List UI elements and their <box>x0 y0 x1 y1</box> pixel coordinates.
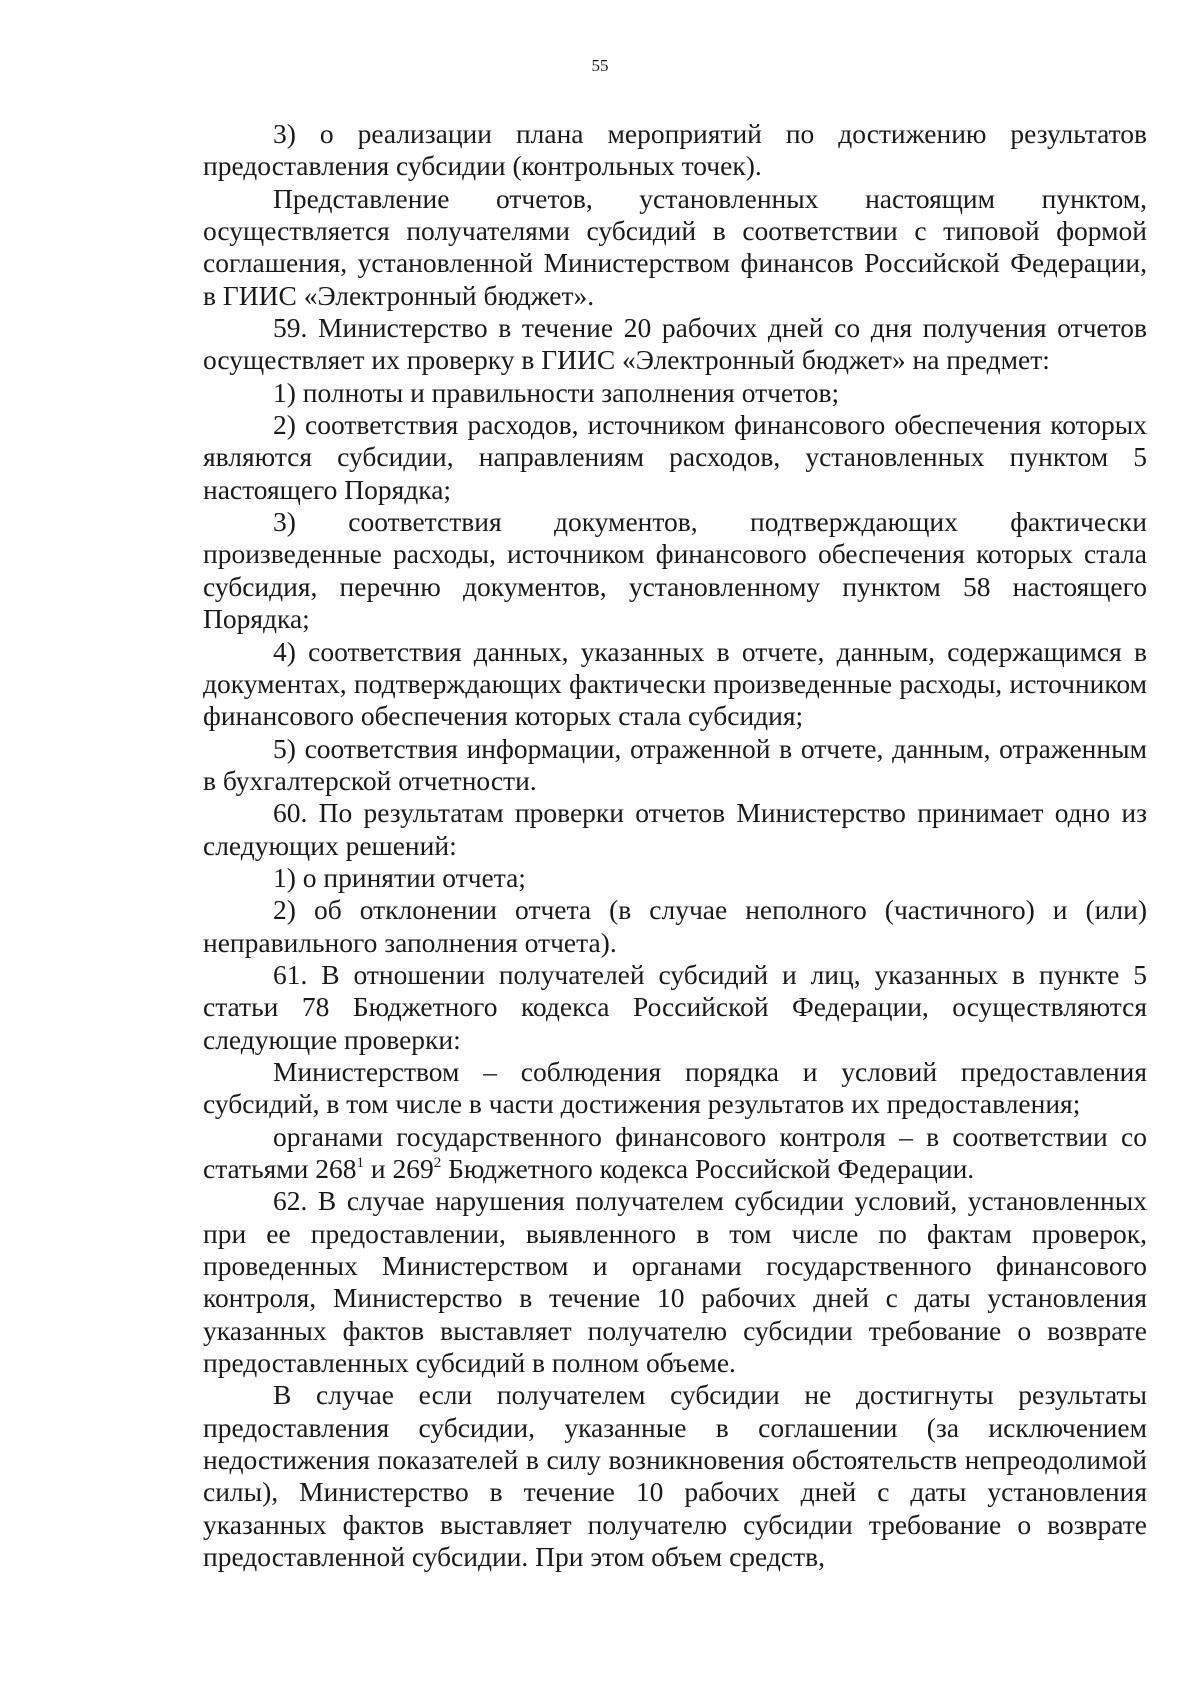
superscript: 1 <box>356 1155 365 1171</box>
paragraph: 60. По результатам проверки отчетов Министерство принимает одно из следующих решений: <box>203 797 1147 861</box>
paragraph: 5) соответствия информации, отраженной в отчете, данным, отраженным в бухгалтерской отчетности. <box>203 732 1147 796</box>
paragraph: 62. В случае нарушения получателем субсидии условий, установленных при ее предоставлении, выявленного в том числе по фактам проверок, проведенных Министерством и органами государственного финансового контроля, Министерство в течение 10 рабочих дней с даты установления указанных фактов выставляет получателю субсидии требование о возврате предоставленных субсидий в полном объеме. <box>203 1185 1147 1379</box>
paragraph: 3) о реализации плана мероприятий по достижению результатов предоставления субсидии (контрольных точек). <box>203 118 1147 182</box>
paragraph-text: Бюджетного кодекса Российской Федерации. <box>441 1153 975 1184</box>
paragraph: 1) о принятии отчета; <box>273 861 526 893</box>
document-body <box>203 118 1147 1573</box>
paragraph: Представление отчетов, установленных настоящим пунктом, осуществляется получателями субсидий в соответствии с типовой формой соглашения, установленной Министерством финансов Российской Федерации, в ГИИС «Электронный бюджет». <box>203 182 1147 311</box>
paragraph-text: органами государственного финансового контроля – в соответствии со статьями 268 <box>203 1120 1147 1184</box>
paragraph: 2) соответствия расходов, источником финансового обеспечения которых являются субсидии, направлениям расходов, установленных пунктом 5 настоящего Порядка; <box>203 409 1147 505</box>
paragraph: 3) соответствия документов, подтверждающих фактически произведенные расходы, источником финансового обеспечения которых стала субсидия, перечню документов, установленному пунктом 58 настоящего Порядка; <box>203 506 1147 635</box>
paragraph: 61. В отношении получателей субсидий и лиц, указанных в пункте 5 статьи 78 Бюджетного кодекса Российской Федерации, осуществляются следующие проверки: <box>203 958 1147 1055</box>
paragraph-text: и 269 <box>364 1153 434 1184</box>
page-number: 55 <box>591 56 609 75</box>
paragraph: 59. Министерство в течение 20 рабочих дней со дня получения отчетов осуществляет их проверку в ГИИС «Электронный бюджет» на предмет: <box>203 312 1147 376</box>
paragraph: 4) соответствия данных, указанных в отчете, данным, содержащимся в документах, подтверждающих фактически произведенные расходы, источником финансового обеспечения которых стала субсидия; <box>203 635 1147 732</box>
paragraph: 1) полноты и правильности заполнения отчетов; <box>273 376 840 408</box>
paragraph: В случае если получателем субсидии не достигнуты результаты предоставления субсидии, указанные в соглашении (за исключением недостижения показателей в силу возникновения обстоятельств непреодолимой силы), Министерство в течение 10 рабочих дней с даты установления указанных фактов выставляет получателю субсидии требование о возврате предоставленной субсидии. При этом объем средств, <box>203 1379 1147 1573</box>
paragraph: 2) об отклонении отчета (в случае неполного (частичного) и (или) неправильного заполнения отчета). <box>203 894 1147 958</box>
superscript: 2 <box>433 1155 442 1171</box>
paragraph: Министерством – соблюдения порядка и условий предоставления субсидий, в том числе в части достижения результатов их предоставления; <box>203 1055 1147 1120</box>
paragraph-with-superscripts <box>203 1121 1147 1186</box>
